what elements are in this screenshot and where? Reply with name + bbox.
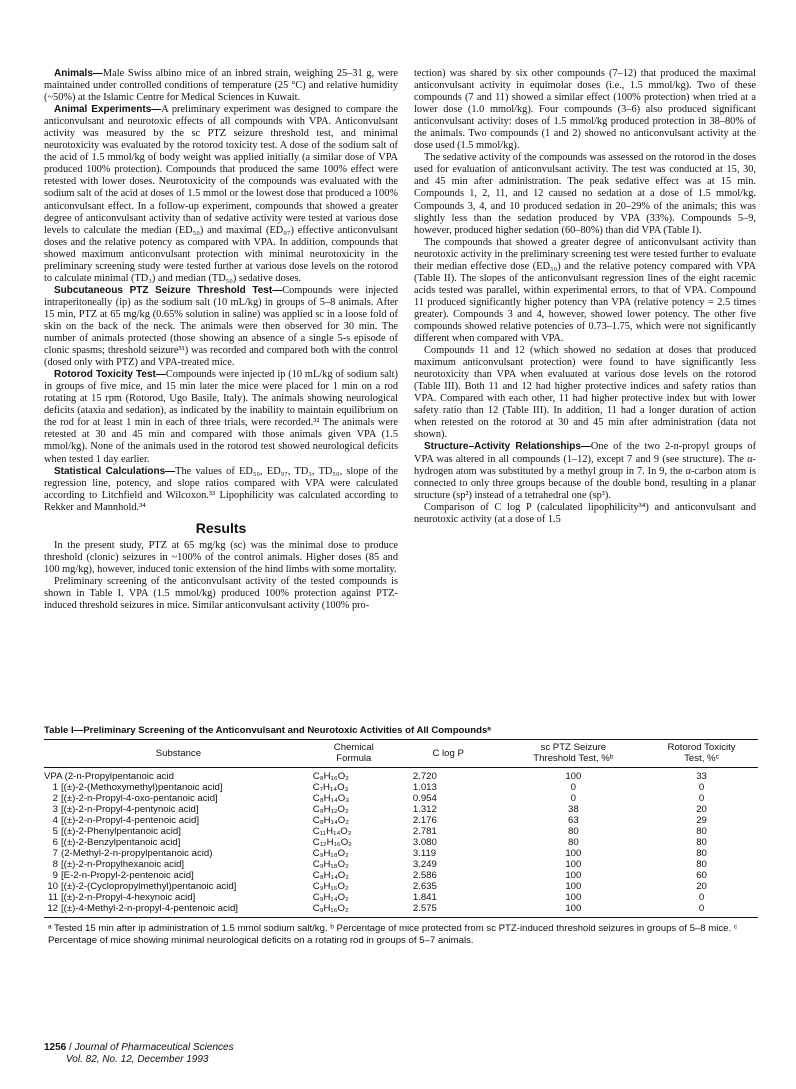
subheading-animals: Animals (54, 68, 93, 79)
left-column (44, 68, 398, 612)
table-row (44, 804, 758, 815)
cell-substance (44, 881, 313, 892)
cell-ptz: 100 (502, 903, 646, 918)
right-paragraph-3: The compounds that showed a greater degree of anticonvulsant activity than neurotoxic activity in the preliminary screening test were tested further to evaluate their median effective dose (ED₅₀) and the relative potency compared with VPA (Table II). The slopes of the anticonvulsant regression lines of the eight racemic acids tested was parallel, within experimental errors, to that of VPA. Compound 11 produced significantly higher potency than VPA (relative potency = 2.5 times greater). Compounds 3 and 4, however, showed lower potency. The other five compounds showed relative potencies of 0.73–1.75, which were not significantly different when compared with VPA. (414, 236, 756, 345)
page-number: 1256 (44, 1042, 67, 1053)
cell-clogp: 2.720 (412, 771, 437, 782)
journal-volume: Vol. 82, No. 12, December 1993 (66, 1054, 209, 1065)
table-header-row (44, 740, 758, 768)
cell-substance (44, 768, 313, 783)
right-paragraph-4: Compounds 11 and 12 (which showed no sedation at doses that produced maximum anticonvulsant protection) were found to have significantly less neurotoxicity than VPA when evaluated at various dose levels on the rotorod (Table III). Both 11 and 12 had higher protective indices and safety ratios than VPA. Compared with each other, 11 had higher protective index but with lower safety ratio than 12 (Table III). In addition, 11 had a longer duration of action when retested on the rotorod at 30 and 45 min after administration (data not shown). (414, 345, 756, 441)
compound-number: 11 (48, 892, 58, 903)
compound-number: 8 (52, 859, 58, 870)
table-body (44, 768, 758, 918)
cell-rot: 0 (698, 782, 705, 793)
cell-formula: C₈H₁₄O₂ (312, 870, 349, 881)
results-paragraph-2: Preliminary screening of the anticonvulsant activity of the tested compounds is shown in Table I. VPA (1.5 mmol/kg) produced 100% protection against PTZ-induced threshold seizures in mice. Similar anticonvulsant activity (100% pro- (44, 575, 398, 612)
compound-number: 9 (52, 870, 58, 881)
header-substance: Substance (44, 740, 313, 768)
screening-table (44, 740, 758, 918)
table-row (44, 782, 758, 793)
subheading-subcutaneous: Subcutaneous PTZ Seizure Threshold Test (54, 284, 273, 296)
paragraph-sar: Structure–Activity Relationships—One of the two 2-n-propyl groups of VPA was altered in all compounds (1–12), except 7 and 9 (see structure). The α-hydrogen atom was substituted by a methyl group in 7. In 9, the α-carbon atom is connected to only three groups because of the double bond, resulting in a planar structure (sp²) instead of a tetrahedral one (sp³). (414, 441, 757, 501)
compound-number: 4 (52, 815, 58, 826)
compound-number: 2 (52, 793, 58, 804)
compound-number: 6 (52, 837, 58, 848)
right-paragraph-2: The sedative activity of the compounds was assessed on the rotorod in the doses used for evaluation of anticonvulsant activity. The test was conducted at 15, 30, and 45 min after administration. The peak sedative effect was at 15 min. Compounds 1, 2, 11, and 12 caused no sedation at a dose of 1.5 mmol/kg. Compounds 3, 4, and 10 produced sedation in 20–29% of the animals; this was slightly less than the sedation produced by VPA (33%). Compounds 5–9, however, produced higher sedation (60–80%) than did VPA (Table I). (414, 152, 756, 236)
cell-clogp: 1.841 (412, 892, 437, 903)
right-paragraph-1: tection) was shared by six other compounds (7–12) that produced the maximal anticonvulsant activity in equimolar doses (i.e., 1.5 mmol/kg). Two of these compounds (7 and 11) showed a similar effect (100% protection) when tried at a lower dose (1.0 mmol/kg). Four compounds (3–6) also produced significant anticonvulsant activity: doses of 1.5 mmol/kg produced protection in 38–80% of the animals. Two compounds (1 and 2) showed no anticonvulsant activity at the dose used (1.5 mmol/kg). (414, 68, 756, 152)
compound-number: 5 (52, 826, 58, 837)
compound-number: 12 (47, 903, 58, 914)
table-row (44, 837, 758, 848)
cell-rot: 20 (696, 881, 707, 892)
cell-ptz: 100 (565, 870, 582, 881)
cell-rot: 0 (698, 793, 705, 804)
cell-substance (44, 815, 313, 826)
cell-formula: C₉H₁₆O₂ (313, 903, 395, 918)
cell-formula: C₉H₁₆O₂ (312, 881, 349, 892)
cell-clogp: 3.119 (412, 848, 437, 859)
cell-ptz: 100 (565, 848, 582, 859)
paragraph-animal-experiments: Animal Experiments—A preliminary experiment was designed to compare the anticonvulsant and neurotoxic effects of all compounds with VPA. Anticonvulsant activity was measured by the sc PTZ seizure threshold test, and minimal neurotoxicity was evaluated by the rotorod toxicity test. A dose of the sodium salt of the acid of 1.5 mmol/kg of body weight was applied initially (a similar dose of VPA produced 100% protection). Compounds that produced the same 100% effect were retested with lower doses. Neurotoxicity of the compounds was evaluated with the sodium salt of the acid at doses of 1.5 mmol or the lowest dose that produced a 100% anticonvulsant effect. In a follow-up experiment, compounds that showed a greater degree of anticonvulsant activity than of sedative activity were tested at various dose levels to calculate the median (ED₅₀) and maximal (ED₉₇) effective anticonvulsant doses and the relative potency as compared with VPA. In addition, compounds that showed maximum anticonvulsant protection with minimal neurotoxicity in the preliminary screening study were tested further at various dose levels on the rotorod to calculate minimal (TD₃) and median (TD₅₀) sedative doses. (44, 104, 398, 284)
right-paragraph-5: Comparison of C log P (calculated lipophilicity³⁴) and anticonvulsant and neurotoxic activity (at a dose of 1.5 (414, 501, 756, 525)
cell-clogp: 2.586 (412, 870, 437, 881)
compound-name: [(±)-2-n-Propyl-4-pentynoic acid] (61, 804, 199, 815)
cell-formula: C₁₂H₁₆O₂ (312, 837, 352, 848)
text-sar: One of the two 2-n-propyl groups of VPA was altered in all compounds (1–12), except 7 and 9 (see structure). The α-hydrogen atom was substituted by a methyl group in 7. In 9, the α-carbon atom is connected to only three groups because of the double bond, resulting in a planar structure (sp²) instead of a tetrahedral one (sp³). (414, 441, 757, 501)
cell-rot: 29 (696, 815, 707, 826)
cell-rot: 80 (696, 837, 707, 848)
compound-name: (2-Methyl-2-n-propylpentanoic acid) (61, 848, 213, 859)
cell-substance (44, 892, 313, 903)
table-row (44, 815, 758, 826)
subheading-sar: Structure–Activity Relationships (424, 441, 581, 453)
cell-formula: C₉H₁₈O₂ (312, 848, 349, 859)
compound-name: [(±)-2-Phenylpentanoic acid] (61, 826, 181, 837)
compound-name: [(±)-2-n-Propylhexanoic acid] (61, 859, 185, 870)
cell-substance (44, 793, 313, 804)
cell-substance (44, 859, 313, 870)
cell-substance (44, 903, 313, 918)
paragraph-rotorod: Rotorod Toxicity Test—Compounds were injected ip (10 mL/kg of sodium salt) in groups of five mice, and 15 min later the mice were placed for 1 min on a rod rotating at 15 rpm (Rotorod, Ugo Basile, Italy). The animals showing neurological deficits (ataxia and sedation), as indicated by the inability to maintain equilibrium on the rod for at least 1 min in each of three trials, were recorded.³² The animals were retested at 30 and 45 min and compared with those animals given VPA (1.5 mmol/kg). None of the animals used in the rotorod test showed neurological deficits when tested 1 day earlier. (44, 369, 398, 465)
subheading-statistical: Statistical Calculations (54, 465, 166, 477)
compound-name: [(±)-2-(Cyclopropylmethyl)pentanoic acid] (61, 881, 237, 892)
cell-formula: C₈H₁₄O₂ (312, 815, 349, 826)
cell-clogp: 3.080 (412, 837, 437, 848)
cell-formula: C₉H₁₄O₂ (312, 892, 349, 903)
cell-clogp: 1.013 (412, 782, 437, 793)
text-animals: Male Swiss albino mice of an inbred strain, weighing 25–31 g, were maintained under controlled conditions of temperature (25 °C) and relative humidity (~50%) at the Islamic Centre for Medical Sciences in Kuwait. (44, 68, 398, 104)
subheading-rotorod: Rotorod Toxicity Test (54, 369, 156, 381)
cell-formula: C₈H₁₆O₂ (312, 771, 349, 782)
cell-rot: 60 (696, 870, 707, 881)
header-rotorod: Rotorod Toxicity Test, %ᶜ (645, 740, 758, 768)
cell-ptz: 80 (567, 837, 579, 848)
compound-name: [(±)-2-n-Propyl-4-hexynoic acid] (61, 892, 196, 903)
cell-rot: 33 (696, 771, 707, 782)
cell-ptz: 80 (567, 826, 579, 837)
compound-name: [(±)-4-Methyl-2-n-propyl-4-pentenoic acid] (61, 903, 238, 914)
cell-ptz: 100 (565, 771, 582, 782)
cell-substance (44, 848, 313, 859)
compound-number: 1 (52, 782, 58, 793)
compound-name: [(±)-2-Benzylpentanoic acid] (61, 837, 181, 848)
compound-number: 3 (52, 804, 58, 815)
journal-footer: 1256 / Journal of Pharmaceutical Sciences Vol. 82, No. 12, December 1993 (44, 1042, 234, 1065)
header-clogp: C log P (395, 740, 502, 768)
table-row (44, 848, 758, 859)
header-formula: Chemical Formula (313, 740, 395, 768)
text-statistical: The values of ED₅₀, ED₉₇, TD₃, TD₅₀, slope of the regression line, potency, and slope ratios compared with VPA were calculated according to Litchfield and Wilcoxon.³³ Lipophilicity was calculated according to Rekker and Mannhold.³⁴ (44, 465, 398, 513)
cell-formula: C₈H₁₂O₂ (312, 804, 349, 815)
table-row (44, 892, 758, 903)
cell-rot: 80 (696, 826, 707, 837)
cell-ptz: 100 (565, 881, 582, 892)
cell-formula: C₇H₁₄O₃ (312, 782, 349, 793)
table-row (44, 768, 758, 783)
text-animal-experiments: A preliminary experiment was designed to compare the anticonvulsant and neurotoxic effects of all compounds with VPA. Anticonvulsant activity was measured by the sc PTZ seizure threshold test, and minimal neurotoxicity was evaluated by the rotorod toxicity test. A dose of the sodium salt of the acid of 1.5 mmol/kg of body weight was applied initially (a similar dose of VPA produced 100% protection). Compounds that produced the same 100% effect were retested with lower doses. Neurotoxicity of the compounds was evaluated with the sodium salt of the acid at doses of 1.5 mmol or the lowest dose that produced a 100% anticonvulsant effect. In a follow-up experiment, compounds that showed a greater degree of anticonvulsant activity than of sedative activity were tested at various dose levels to calculate the median (ED₅₀) and maximal (ED₉₇) effective anticonvulsant doses and the relative potency as compared with VPA. In addition, compounds that showed maximum anticonvulsant protection with minimal neurotoxicity in the preliminary screening study were tested further at various dose levels on the rotorod to calculate minimal (TD₃) and median (TD₅₀) sedative doses. (44, 104, 398, 284)
cell-rot: 80 (696, 859, 707, 870)
cell-ptz: 0 (570, 782, 576, 793)
journal-name: Journal of Pharmaceutical Sciences (74, 1042, 234, 1053)
cell-substance (44, 826, 313, 837)
cell-rot: 20 (696, 804, 707, 815)
cell-rot: 0 (645, 903, 758, 918)
compound-name: [(±)-2-n-Propyl-4-pentenoic acid] (61, 815, 200, 826)
cell-substance (44, 804, 313, 815)
cell-substance (44, 870, 313, 881)
cell-substance (44, 837, 313, 848)
cell-clogp: 1.312 (412, 804, 437, 815)
header-ptz: sc PTZ Seizure Threshold Test, %ᵇ (502, 740, 646, 768)
results-heading: Results (195, 519, 247, 536)
cell-clogp: 0.954 (412, 793, 437, 804)
cell-clogp: 2.176 (412, 815, 437, 826)
results-paragraph-1: In the present study, PTZ at 65 mg/kg (sc) was the minimal dose to produce threshold (clonic) seizures in ~100% of the control animals. Higher doses (85 and 100 mg/kg), however, induced tonic extension of the hind limbs with some mortality. (44, 539, 398, 575)
compound-number: 7 (52, 848, 58, 859)
paragraph-statistical: Statistical Calculations—The values of ED₅₀, ED₉₇, TD₃, TD₅₀, slope of the regression line, potency, and slope ratios compared with VPA were calculated according to Litchfield and Wilcoxon.³³ Lipophilicity was calculated according to Rekker and Mannhold.³⁴ (44, 465, 398, 513)
table-row (44, 826, 758, 837)
table-title: Table I—Preliminary Screening of the Anticonvulsant and Neurotoxic Activities of All Compoundsᵃ (44, 725, 491, 736)
cell-clogp: 2.781 (412, 826, 437, 837)
cell-clogp: 3.249 (412, 859, 437, 870)
paragraph-animals: Animals—Male Swiss albino mice of an inbred strain, weighing 25–31 g, were maintained under controlled conditions of temperature (25 °C) and relative humidity (~50%) at the Islamic Centre for Medical Sciences in Kuwait. (44, 68, 398, 104)
cell-ptz: 100 (565, 859, 582, 870)
right-column (414, 68, 756, 526)
compound-number: 10 (47, 881, 58, 892)
table-row (44, 903, 758, 918)
subheading-animal-experiments: Animal Experiments (54, 104, 152, 116)
table-row (44, 870, 758, 881)
compound-name: [(±)-2-n-Propyl-4-oxo-pentanoic acid] (61, 793, 218, 804)
text-rotorod: Compounds were injected ip (10 mL/kg of sodium salt) in groups of five mice, and 15 min later the mice were placed for 1 min on a rod rotating at 15 rpm (Rotorod, Ugo Basile, Italy). The animals showing neurological deficits (ataxia and sedation), as indicated by the inability to maintain equilibrium on the rod for at least 1 min in each of three trials, were recorded.³² The animals were retested at 30 and 45 min and compared with those animals given VPA (1.5 mmol/kg). None of the animals used in the rotorod test showed neurological deficits when tested 1 day earlier. (44, 369, 398, 465)
cell-ptz: 100 (565, 892, 582, 903)
table-row (44, 793, 758, 804)
cell-rot: 0 (698, 892, 705, 903)
paragraph-subcutaneous: Subcutaneous PTZ Seizure Threshold Test—Compounds were injected intraperitoneally (ip) as the sodium salt (10 mL/kg) in groups of 5–8 animals. After 15 min, PTZ at 65 mg/kg (0.65% solution in saline) was applied sc in a loose fold of skin on the back of the neck. The animals were then observed for 30 min. The number of animals protected (those showing an absence of a single 5-s episode of clonic spasms; threshold seizure³¹) was recorded and compared both with the control (dosed only with PTZ) and VPA-treated mice. (44, 284, 398, 369)
cell-ptz: 0 (570, 793, 576, 804)
cell-ptz: 63 (567, 815, 579, 826)
cell-formula: C₉H₁₈O₂ (312, 859, 349, 870)
cell-clogp: 2.635 (412, 881, 437, 892)
text-subcutaneous: Compounds were injected intraperitoneally (ip) as the sodium salt (10 mL/kg) in groups of 5–8 animals. After 15 min, PTZ at 65 mg/kg (0.65% solution in saline) was applied sc in a loose fold of skin on the back of the neck. The animals were then observed for 30 min. The number of animals protected (those showing an absence of a single 5-s episode of clonic spasms; threshold seizure³¹) was recorded and compared both with the control (dosed only with PTZ) and VPA-treated mice. (44, 284, 398, 369)
cell-clogp: 2.575 (395, 903, 502, 918)
compound-name: [E-2-n-Propyl-2-pentenoic acid] (61, 870, 194, 881)
table-footnote: ᵃ Tested 15 min after ip administration of 1.5 mmol sodium salt/kg. ᵇ Percentage of mice protected from sc PTZ-induced threshold seizures in groups of 5–8 mice. ᶜ Percentage of mice showing minimal neurological deficits on a rotating rod in groups of 5–7 animals. (48, 923, 738, 946)
compound-name: VPA (2-n-Propylpentanoic acid (44, 771, 174, 782)
cell-formula: C₈H₁₄O₃ (312, 793, 350, 804)
table-row (44, 881, 758, 892)
table-1 (44, 725, 758, 947)
cell-rot: 80 (696, 848, 707, 859)
cell-formula: C₁₁H₁₄O₂ (312, 826, 352, 837)
cell-substance (44, 782, 313, 793)
table-row (44, 859, 758, 870)
cell-ptz: 38 (567, 804, 579, 815)
compound-name: [(±)-2-(Methoxymethyl)pentanoic acid] (61, 782, 223, 793)
